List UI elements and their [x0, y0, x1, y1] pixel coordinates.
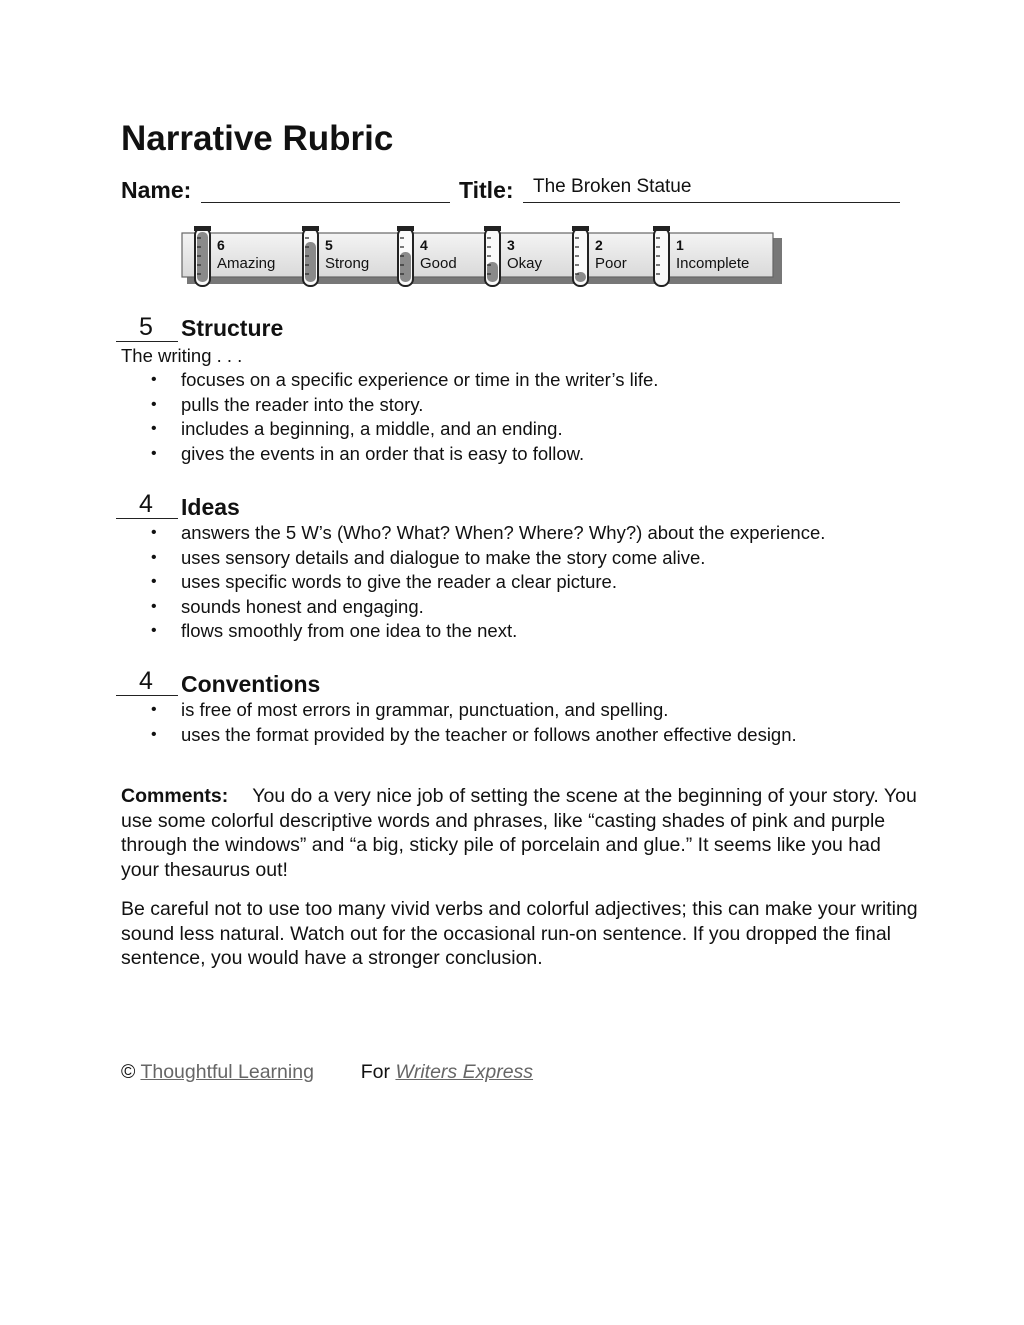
tube-cap	[397, 226, 414, 231]
scale-label: Strong	[325, 255, 370, 272]
copyright-symbol: ©	[121, 1061, 136, 1083]
comments-paragraph-2: Be careful not to use too many vivid verbs and colorful adjectives; this can make your writing sound less natural. Watch out for the occasional run-on sentence. If you dropped the final sentence, you would have a stronger conclusion.	[121, 898, 918, 970]
list-item: • uses sensory details and dialogue to make the story come alive.	[121, 546, 825, 571]
ideas-score: 4	[139, 490, 153, 518]
conventions-score: 4	[139, 667, 153, 695]
for-label: For	[360, 1061, 391, 1083]
ideas-score-line[interactable]	[116, 518, 178, 519]
footer	[121, 1061, 533, 1084]
structure-score: 5	[139, 313, 153, 341]
scale-score: 2	[595, 237, 603, 253]
structure-score-line[interactable]	[116, 341, 178, 342]
book-link[interactable]: Writers Express	[395, 1061, 534, 1083]
scale-score: 3	[507, 237, 515, 253]
structure-intro: The writing . . .	[121, 345, 243, 366]
structure-heading: Structure	[181, 315, 284, 341]
tube-cap	[302, 226, 319, 231]
list-item: • sounds honest and engaging.	[121, 595, 825, 620]
tube-cap	[653, 226, 670, 231]
list-item: • includes a beginning, a middle, and an ending.	[121, 417, 658, 442]
scale-score: 6	[217, 237, 225, 253]
comments-label: Comments:	[121, 785, 229, 807]
list-item: • is free of most errors in grammar, punctuation, and spelling.	[121, 698, 797, 723]
page-title: Narrative Rubric	[121, 119, 394, 158]
ideas-criteria-list	[121, 521, 825, 644]
tube-cap	[484, 226, 501, 231]
list-item: • flows smoothly from one idea to the next.	[121, 619, 825, 644]
list-item: • answers the 5 W’s (Who? What? When? Where? Why?) about the experience.	[121, 521, 825, 546]
test-tube-icon	[654, 228, 669, 286]
name-field[interactable]	[201, 202, 450, 203]
title-value: The Broken Statue	[533, 176, 692, 197]
ideas-heading: Ideas	[181, 494, 240, 520]
title-label: Title:	[459, 177, 514, 203]
list-item: • uses specific words to give the reader a clear picture.	[121, 570, 825, 595]
list-item: • pulls the reader into the story.	[121, 393, 658, 418]
scale-label: Incomplete	[676, 255, 750, 272]
rating-scale-graphic	[179, 226, 784, 290]
scale-score: 4	[420, 237, 428, 253]
conventions-criteria-list	[121, 698, 797, 747]
tube-cap	[194, 226, 211, 231]
conventions-score-line[interactable]	[116, 695, 178, 696]
tube-cap	[572, 226, 589, 231]
comments-text-1: You do a very nice job of setting the scene at the beginning of your story. You use some colorful descriptive words and phrases, like “casting shades of pink and purple through the windows” and “a big, sticky pile of porcelain and glue.” It seems like you had your thesaurus out!	[121, 785, 917, 882]
publisher-link[interactable]: Thoughtful Learning	[140, 1061, 314, 1083]
scale-label: Amazing	[217, 255, 276, 272]
scale-score: 5	[325, 237, 333, 253]
name-label: Name:	[121, 177, 192, 203]
list-item: • uses the format provided by the teacher or follows another effective design.	[121, 723, 797, 748]
comments-paragraph-1	[121, 784, 921, 883]
structure-criteria-list	[121, 368, 658, 466]
list-item: • gives the events in an order that is easy to follow.	[121, 442, 658, 467]
conventions-heading: Conventions	[181, 671, 321, 697]
scale-label: Okay	[507, 255, 543, 272]
scale-label: Poor	[595, 255, 627, 272]
scale-label: Good	[420, 255, 457, 272]
title-field[interactable]	[523, 202, 900, 203]
list-item: • focuses on a specific experience or time in the writer’s life.	[121, 368, 658, 393]
scale-score: 1	[676, 237, 684, 253]
tube-fill	[305, 242, 316, 282]
